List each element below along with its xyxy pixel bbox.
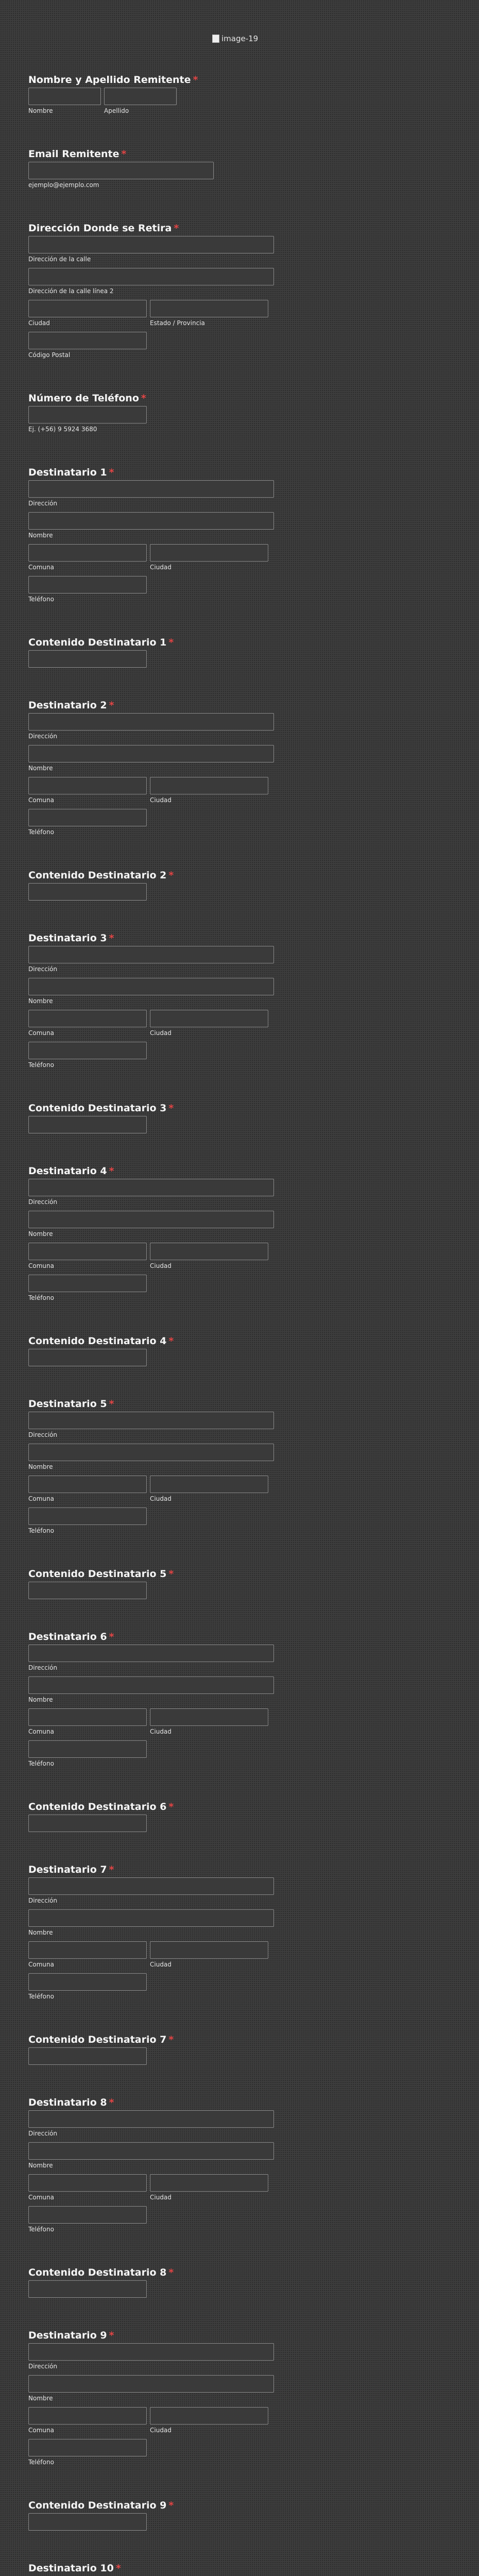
recipient-2-phone-input[interactable] xyxy=(28,809,147,826)
phone-sublabel: Ej. (+56) 9 5924 3680 xyxy=(28,426,97,433)
recipient-4-address-sublabel: Dirección xyxy=(28,1198,58,1206)
recipient-3-city-input[interactable] xyxy=(150,1010,268,1027)
recipient-3-address-input[interactable] xyxy=(28,946,274,963)
recipients-list xyxy=(28,465,451,2576)
recipient-8-content-section xyxy=(28,2265,451,2298)
required-asterisk: * xyxy=(168,2500,174,2511)
recipient-6-phone-sublabel: Teléfono xyxy=(28,1760,54,1767)
required-asterisk: * xyxy=(109,2097,114,2108)
last-name-sublabel: Apellido xyxy=(104,107,129,114)
recipient-6-content-input[interactable] xyxy=(28,1815,147,1832)
recipient-1-content-label: Contenido Destinatario 1 xyxy=(28,637,167,648)
recipient-6-comuna-input[interactable] xyxy=(28,1708,147,1726)
required-asterisk: * xyxy=(109,1864,114,1875)
broken-image-icon xyxy=(212,35,219,43)
required-asterisk: * xyxy=(168,2034,174,2045)
required-asterisk: * xyxy=(121,148,127,160)
recipient-2-content-section xyxy=(28,868,451,901)
required-asterisk: * xyxy=(109,1631,114,1642)
email-sublabel: ejemplo@ejemplo.com xyxy=(28,181,99,189)
recipient-4-content-label: Contenido Destinatario 4 xyxy=(28,1335,167,1347)
recipient-3-label: Destinatario 3 xyxy=(28,933,107,944)
recipient-1-comuna-input[interactable] xyxy=(28,544,147,562)
city-sublabel: Ciudad xyxy=(28,319,50,327)
recipient-2-content-input[interactable] xyxy=(28,883,147,901)
recipient-2-address-input[interactable] xyxy=(28,713,274,731)
recipient-8-comuna-input[interactable] xyxy=(28,2174,147,2192)
recipient-4-comuna-input[interactable] xyxy=(28,1243,147,1260)
recipient-7-phone-input[interactable] xyxy=(28,1973,147,1991)
recipient-8-phone-input[interactable] xyxy=(28,2206,147,2224)
recipient-8-section xyxy=(28,2095,451,2235)
recipient-7-name-sublabel: Nombre xyxy=(28,1929,53,1936)
recipient-9-content-input[interactable] xyxy=(28,2513,147,2531)
postal-code-sublabel: Código Postal xyxy=(28,351,71,359)
first-name-input[interactable] xyxy=(28,88,101,105)
sender-name-label: Nombre y Apellido Remitente xyxy=(28,74,191,86)
recipient-5-city-sublabel: Ciudad xyxy=(150,1495,172,1502)
recipient-1-name-sublabel: Nombre xyxy=(28,532,53,539)
recipient-6-phone-input[interactable] xyxy=(28,1740,147,1758)
recipient-6-section xyxy=(28,1629,451,1769)
recipient-4-label: Destinatario 4 xyxy=(28,1165,107,1177)
recipient-3-content-label: Contenido Destinatario 3 xyxy=(28,1103,167,1114)
pickup-address-section xyxy=(28,221,451,361)
recipient-8-phone-sublabel: Teléfono xyxy=(28,2226,54,2233)
recipient-7-content-input[interactable] xyxy=(28,2047,147,2065)
recipient-2-city-sublabel: Ciudad xyxy=(150,796,172,804)
street-address-2-input[interactable] xyxy=(28,268,274,285)
recipient-7-comuna-input[interactable] xyxy=(28,1941,147,1959)
street-address-input[interactable] xyxy=(28,236,274,253)
recipient-6-comuna-sublabel: Comuna xyxy=(28,1728,54,1735)
recipient-5-comuna-sublabel: Comuna xyxy=(28,1495,54,1502)
postal-code-input[interactable] xyxy=(28,332,147,349)
phone-input[interactable] xyxy=(28,406,147,423)
recipient-1-name-input[interactable] xyxy=(28,512,274,530)
recipient-7-label: Destinatario 7 xyxy=(28,1864,107,1875)
last-name-input[interactable] xyxy=(104,88,177,105)
recipient-5-content-label: Contenido Destinatario 5 xyxy=(28,1568,167,1580)
recipient-2-section xyxy=(28,698,451,838)
first-name-sublabel: Nombre xyxy=(28,107,53,114)
recipient-9-phone-sublabel: Teléfono xyxy=(28,2459,54,2466)
recipient-5-label: Destinatario 5 xyxy=(28,1398,107,1410)
required-asterisk: * xyxy=(115,2563,121,2574)
recipient-8-content-label: Contenido Destinatario 8 xyxy=(28,2267,167,2278)
phone-section xyxy=(28,391,451,435)
required-asterisk: * xyxy=(193,74,198,86)
recipient-3-city-sublabel: Ciudad xyxy=(150,1029,172,1037)
recipient-9-label: Destinatario 9 xyxy=(28,2330,107,2341)
recipient-6-label: Destinatario 6 xyxy=(28,1631,107,1642)
recipient-8-comuna-sublabel: Comuna xyxy=(28,2194,54,2201)
recipient-7-content-section xyxy=(28,2032,451,2065)
recipient-7-city-sublabel: Ciudad xyxy=(150,1961,172,1968)
recipient-1-phone-sublabel: Teléfono xyxy=(28,596,54,603)
required-asterisk: * xyxy=(109,467,114,478)
recipient-6-content-section xyxy=(28,1799,451,1832)
recipient-1-label: Destinatario 1 xyxy=(28,467,107,478)
recipient-4-name-sublabel: Nombre xyxy=(28,1230,53,1238)
recipient-10-section xyxy=(28,2561,451,2576)
recipient-9-comuna-input[interactable] xyxy=(28,2407,147,2425)
required-asterisk: * xyxy=(168,1335,174,1347)
state-sublabel: Estado / Provincia xyxy=(150,319,205,327)
recipient-1-content-section xyxy=(28,635,451,668)
recipient-1-city-sublabel: Ciudad xyxy=(150,564,172,571)
recipient-3-name-input[interactable] xyxy=(28,978,274,995)
recipient-5-city-input[interactable] xyxy=(150,1476,268,1493)
recipient-5-content-input[interactable] xyxy=(28,1582,147,1599)
recipient-7-name-input[interactable] xyxy=(28,1909,274,1927)
required-asterisk: * xyxy=(141,393,146,404)
header-image-alt: image-19 xyxy=(221,34,259,43)
state-input[interactable] xyxy=(150,300,268,317)
recipient-4-city-input[interactable] xyxy=(150,1243,268,1260)
street-address-sublabel: Dirección de la calle xyxy=(28,256,91,263)
recipient-9-address-input[interactable] xyxy=(28,2343,274,2361)
recipient-9-section xyxy=(28,2328,451,2468)
recipient-6-address-input[interactable] xyxy=(28,1645,274,1662)
recipient-5-address-input[interactable] xyxy=(28,1412,274,1429)
recipient-2-phone-sublabel: Teléfono xyxy=(28,828,54,836)
recipient-8-address-sublabel: Dirección xyxy=(28,2130,58,2137)
recipient-4-phone-input[interactable] xyxy=(28,1275,147,1292)
phone-label: Número de Teléfono xyxy=(28,393,139,404)
recipient-9-city-sublabel: Ciudad xyxy=(150,2427,172,2434)
recipient-3-comuna-sublabel: Comuna xyxy=(28,1029,54,1037)
required-asterisk: * xyxy=(168,637,174,648)
recipient-6-content-label: Contenido Destinatario 6 xyxy=(28,1801,167,1812)
recipient-3-section xyxy=(28,930,451,1071)
recipient-1-address-input[interactable] xyxy=(28,480,274,498)
recipient-9-name-sublabel: Nombre xyxy=(28,2395,53,2402)
recipient-9-city-input[interactable] xyxy=(150,2407,268,2425)
recipient-7-city-input[interactable] xyxy=(150,1941,268,1959)
recipient-10-label: Destinatario 10 xyxy=(28,2563,114,2574)
recipient-4-content-input[interactable] xyxy=(28,1349,147,1366)
recipient-9-name-input[interactable] xyxy=(28,2375,274,2393)
recipient-9-content-section xyxy=(28,2498,451,2531)
street-address-2-sublabel: Dirección de la calle línea 2 xyxy=(28,287,114,295)
sender-email-section xyxy=(28,146,451,191)
recipient-5-name-input[interactable] xyxy=(28,1444,274,1461)
recipient-7-phone-sublabel: Teléfono xyxy=(28,1993,54,2000)
recipient-2-name-sublabel: Nombre xyxy=(28,765,53,772)
recipient-6-name-input[interactable] xyxy=(28,1676,274,1694)
required-asterisk: * xyxy=(109,1165,114,1177)
required-asterisk: * xyxy=(109,700,114,711)
shipping-form xyxy=(28,72,451,2576)
recipient-9-address-sublabel: Dirección xyxy=(28,2363,58,2370)
required-asterisk: * xyxy=(168,870,174,881)
recipient-5-address-sublabel: Dirección xyxy=(28,1431,58,1438)
recipient-4-address-input[interactable] xyxy=(28,1179,274,1196)
sender-name-section xyxy=(28,72,451,116)
required-asterisk: * xyxy=(168,1103,174,1114)
recipient-2-address-sublabel: Dirección xyxy=(28,733,58,740)
required-asterisk: * xyxy=(174,223,179,234)
recipient-2-comuna-input[interactable] xyxy=(28,777,147,794)
required-asterisk: * xyxy=(168,2267,174,2278)
required-asterisk: * xyxy=(109,933,114,944)
recipient-6-city-sublabel: Ciudad xyxy=(150,1728,172,1735)
recipient-5-content-section xyxy=(28,1566,451,1599)
recipient-7-address-sublabel: Dirección xyxy=(28,1897,58,1904)
header-image xyxy=(212,34,258,43)
recipient-3-address-sublabel: Dirección xyxy=(28,965,58,973)
recipient-3-content-input[interactable] xyxy=(28,1116,147,1133)
recipient-3-content-section xyxy=(28,1100,451,1133)
recipient-5-phone-input[interactable] xyxy=(28,1507,147,1525)
recipient-5-section xyxy=(28,1396,451,1536)
recipient-4-name-input[interactable] xyxy=(28,1211,274,1228)
recipient-4-section xyxy=(28,1163,451,1303)
recipient-8-content-input[interactable] xyxy=(28,2280,147,2298)
recipient-1-comuna-sublabel: Comuna xyxy=(28,564,54,571)
recipient-8-address-input[interactable] xyxy=(28,2110,274,2128)
recipient-3-name-sublabel: Nombre xyxy=(28,997,53,1005)
recipient-4-comuna-sublabel: Comuna xyxy=(28,1262,54,1269)
recipient-5-comuna-input[interactable] xyxy=(28,1476,147,1493)
recipient-2-name-input[interactable] xyxy=(28,745,274,762)
recipient-4-city-sublabel: Ciudad xyxy=(150,1262,172,1269)
recipient-2-content-label: Contenido Destinatario 2 xyxy=(28,870,167,881)
recipient-6-address-sublabel: Dirección xyxy=(28,1664,58,1671)
recipient-5-phone-sublabel: Teléfono xyxy=(28,1527,54,1534)
recipient-9-comuna-sublabel: Comuna xyxy=(28,2427,54,2434)
recipient-1-phone-input[interactable] xyxy=(28,576,147,594)
recipient-9-phone-input[interactable] xyxy=(28,2439,147,2456)
recipient-1-city-input[interactable] xyxy=(150,544,268,562)
recipient-8-city-input[interactable] xyxy=(150,2174,268,2192)
recipient-2-comuna-sublabel: Comuna xyxy=(28,796,54,804)
recipient-3-phone-sublabel: Teléfono xyxy=(28,1061,54,1069)
required-asterisk: * xyxy=(109,1398,114,1410)
recipient-1-section xyxy=(28,465,451,605)
recipient-2-label: Destinatario 2 xyxy=(28,700,107,711)
recipient-7-section xyxy=(28,1862,451,2002)
pickup-address-label: Dirección Donde se Retira xyxy=(28,223,172,234)
recipient-1-content-input[interactable] xyxy=(28,650,147,668)
recipient-9-content-label: Contenido Destinatario 9 xyxy=(28,2500,167,2511)
recipient-8-label: Destinatario 8 xyxy=(28,2097,107,2108)
recipient-7-content-label: Contenido Destinatario 7 xyxy=(28,2034,167,2045)
recipient-4-content-section xyxy=(28,1333,451,1366)
recipient-6-city-input[interactable] xyxy=(150,1708,268,1726)
recipient-8-city-sublabel: Ciudad xyxy=(150,2194,172,2201)
recipient-3-phone-input[interactable] xyxy=(28,1042,147,1059)
required-asterisk: * xyxy=(168,1568,174,1580)
recipient-7-comuna-sublabel: Comuna xyxy=(28,1961,54,1968)
recipient-1-address-sublabel: Dirección xyxy=(28,500,58,507)
recipient-8-name-input[interactable] xyxy=(28,2142,274,2160)
recipient-7-address-input[interactable] xyxy=(28,1877,274,1895)
recipient-2-city-input[interactable] xyxy=(150,777,268,794)
recipient-3-comuna-input[interactable] xyxy=(28,1010,147,1027)
sender-email-label: Email Remitente xyxy=(28,148,119,160)
city-input[interactable] xyxy=(28,300,147,317)
recipient-6-name-sublabel: Nombre xyxy=(28,1696,53,1703)
recipient-5-name-sublabel: Nombre xyxy=(28,1463,53,1470)
recipient-8-name-sublabel: Nombre xyxy=(28,2162,53,2169)
email-input[interactable] xyxy=(28,162,214,179)
required-asterisk: * xyxy=(109,2330,114,2341)
required-asterisk: * xyxy=(168,1801,174,1812)
recipient-4-phone-sublabel: Teléfono xyxy=(28,1294,54,1301)
